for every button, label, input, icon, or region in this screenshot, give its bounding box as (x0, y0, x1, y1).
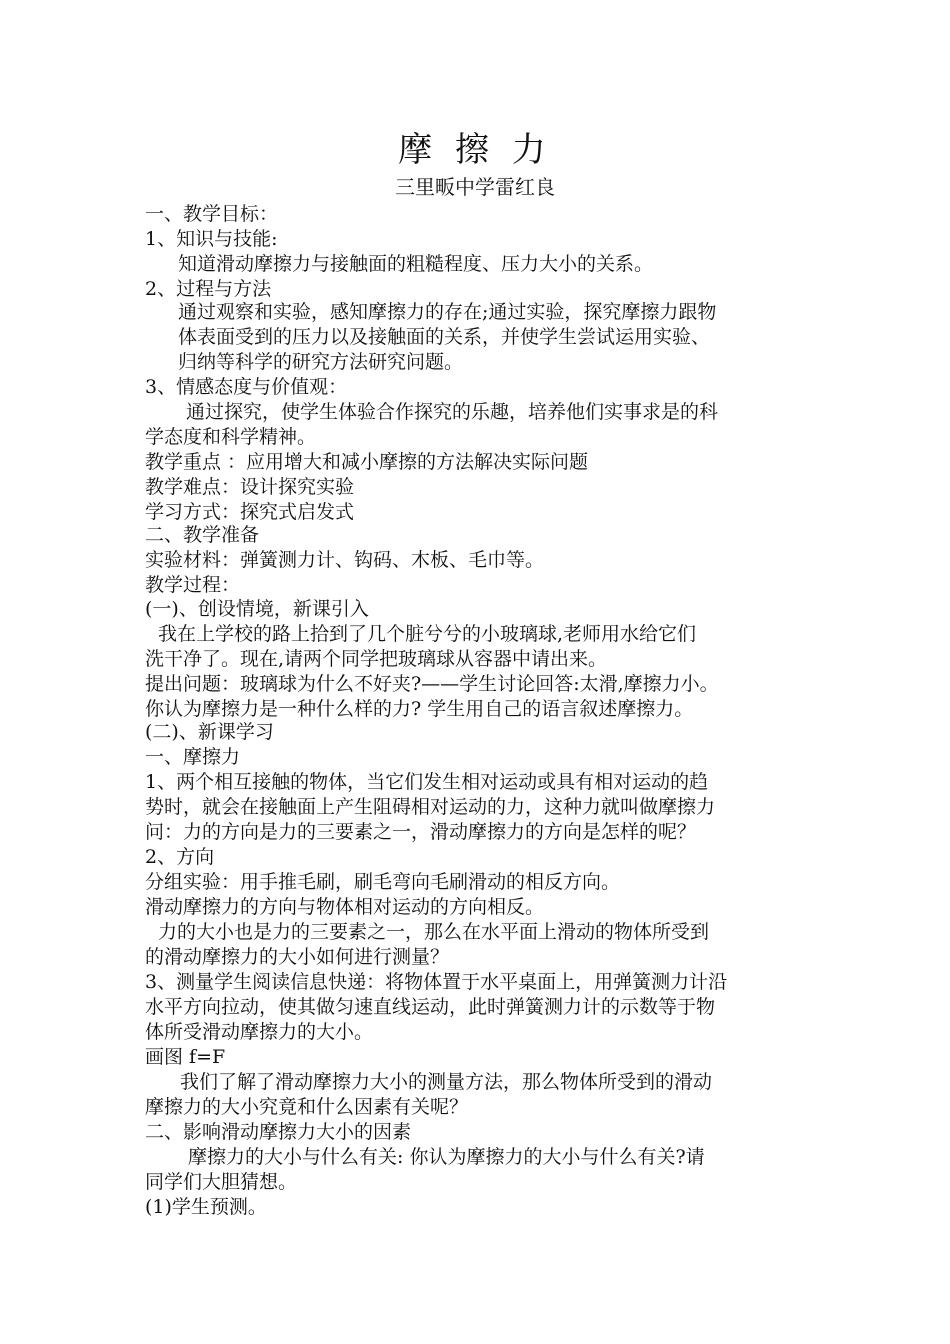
paragraph-line: 摩擦力的大小与什么有关: 你认为摩擦力的大小与什么有关?请 (188, 1146, 705, 1168)
heading-teaching-preparation: 二、教学准备 (145, 524, 260, 546)
paragraph-line: 势时，就会在接触面上产生阻碍相对运动的力，这种力就叫做摩擦力 (145, 796, 716, 818)
learning-method: 学习方式：探究式启发式 (145, 501, 355, 523)
heading-friction: 一、摩擦力 (145, 746, 241, 768)
teaching-focus: 教学重点 ：应用增大和减小摩擦的方法解决实际问题 (145, 451, 589, 473)
paragraph-line: 提出问题：玻璃球为什么不好夹?——学生讨论回答:太滑,摩擦力小。 (145, 673, 719, 695)
paragraph-line: 我们了解了滑动摩擦力大小的测量方法，那么物体所受到的滑动 (180, 1071, 713, 1093)
subheading-direction: 2、方向 (145, 846, 215, 868)
paragraph-line: 我在上学校的路上拾到了几个脏兮兮的小玻璃球,老师用水给它们 (158, 623, 697, 645)
paragraph-line: 通过观察和实验，感知摩擦力的存在;通过实验，探究摩擦力跟物 (178, 301, 717, 323)
paragraph-line: 画图 f=F (145, 1046, 226, 1068)
subheading-new-lesson: (二)、新课学习 (145, 721, 274, 743)
subheading-knowledge-skills: 1、知识与技能: (145, 228, 278, 250)
paragraph-line: 3、测量学生阅读信息快递：将物体置于水平桌面上，用弹簧测力计沿 (145, 971, 728, 993)
paragraph-line: 力的大小也是力的三要素之一，那么在水平面上滑动的物体所受到 (158, 921, 710, 943)
paragraph-line: 归纳等科学的研究方法研究问题。 (178, 351, 464, 373)
subheading-emotion-values: 3、情感态度与价值观： (145, 376, 348, 398)
paragraph-line: 水平方向拉动，使其做匀速直线运动，此时弹簧测力计的示数等于物 (145, 996, 716, 1018)
paragraph-line: 体所受滑动摩擦力的大小。 (145, 1021, 374, 1043)
paragraph-line: 洗干净了。现在,请两个同学把玻璃球从容器中请出来。 (145, 648, 608, 670)
paragraph-line: 1、两个相互接触的物体，当它们发生相对运动或具有相对运动的趋 (145, 771, 709, 793)
experiment-materials: 实验材料：弹簧测力计、钩码、木板、毛巾等。 (145, 549, 545, 571)
heading-teaching-process: 教学过程： (145, 574, 241, 596)
paragraph-line: 摩擦力的大小究竟和什么因素有关呢？ (145, 1096, 469, 1118)
paragraph-line: 滑动摩擦力的方向与物体相对运动的方向相反。 (145, 896, 545, 918)
paragraph-line: 通过探究，使学生体验合作探究的乐趣，培养他们实事求是的科 (186, 401, 719, 423)
paragraph-line: 知道滑动摩擦力与接触面的粗糙程度、压力大小的关系。 (178, 253, 654, 275)
heading-influencing-factors: 二、影响滑动摩擦力大小的因素 (145, 1121, 412, 1143)
paragraph-line: 问：力的方向是力的三要素之一，滑动摩擦力的方向是怎样的呢？ (145, 821, 697, 843)
paragraph-line: 你认为摩擦力是一种什么样的力? 学生用自己的语言叙述摩擦力。 (145, 698, 694, 720)
teaching-difficulty: 教学难点：设计探究实验 (145, 476, 355, 498)
document-author: 三里畈中学雷红良 (395, 175, 555, 199)
paragraph-line: 体表面受到的压力以及接触面的关系，并使学生尝试运用实验、 (178, 326, 711, 348)
paragraph-line: 分组实验：用手推毛刷，刷毛弯向毛刷滑动的相反方向。 (145, 871, 621, 893)
paragraph-line: (1)学生预测。 (145, 1196, 267, 1218)
paragraph-line: 学态度和科学精神。 (145, 426, 317, 448)
paragraph-line: 的滑动摩擦力的大小如何进行测量？ (145, 946, 450, 968)
subheading-introduction: (一)、创设情境，新课引入 (145, 598, 369, 620)
heading-teaching-goals: 一、教学目标： (145, 203, 279, 225)
subheading-process-method: 2、过程与方法 (145, 278, 272, 300)
paragraph-line: 同学们大胆猜想。 (145, 1171, 298, 1193)
document-title: 摩 擦 力 (398, 130, 552, 170)
